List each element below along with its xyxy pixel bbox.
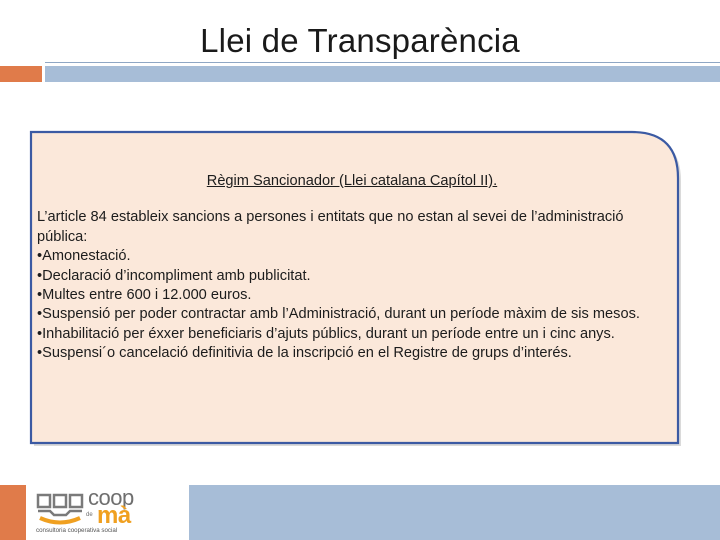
logo-subtitle: consultoria cooperativa social [36,527,118,534]
list-item: •Amonestació. [37,248,131,265]
section-heading: Règim Sancionador (Llei catalana Capítol II). [206,173,498,189]
people-icon [36,491,86,527]
list-item: •Multes entre 600 i 12.000 euros. [37,287,252,304]
logo-de-text: de [86,512,93,518]
sanctions-list [37,247,667,363]
list-item: •Suspensi´o cancelació definitivia de la inscripció en el Registre de grups d’interés. [37,345,572,362]
logo-ma-text: mà [97,502,131,529]
coop-de-ma-logo [36,485,176,537]
content-box [37,172,667,364]
list-item: •Inhabilitació per éxxer beneficiaris d’ajuts públics, durant un període entre un i cinc anys. [37,325,615,342]
list-item: •Suspensió per poder contractar amb l’Administració, durant un període màxim de sis mesos. [37,306,640,323]
list-item: •Declaració d’incompliment amb publicitat. [37,267,311,284]
intro-paragraph: L’article 84 estableix sancions a persones i entitats que no estan al sevei de l’administració pública: [37,209,624,245]
orange-accent-bar-bottom [0,485,26,540]
logo-coop-text: coop [88,485,134,510]
slide-title: Llei de Transparència [200,22,520,59]
blue-accent-bar-bottom [189,485,720,540]
